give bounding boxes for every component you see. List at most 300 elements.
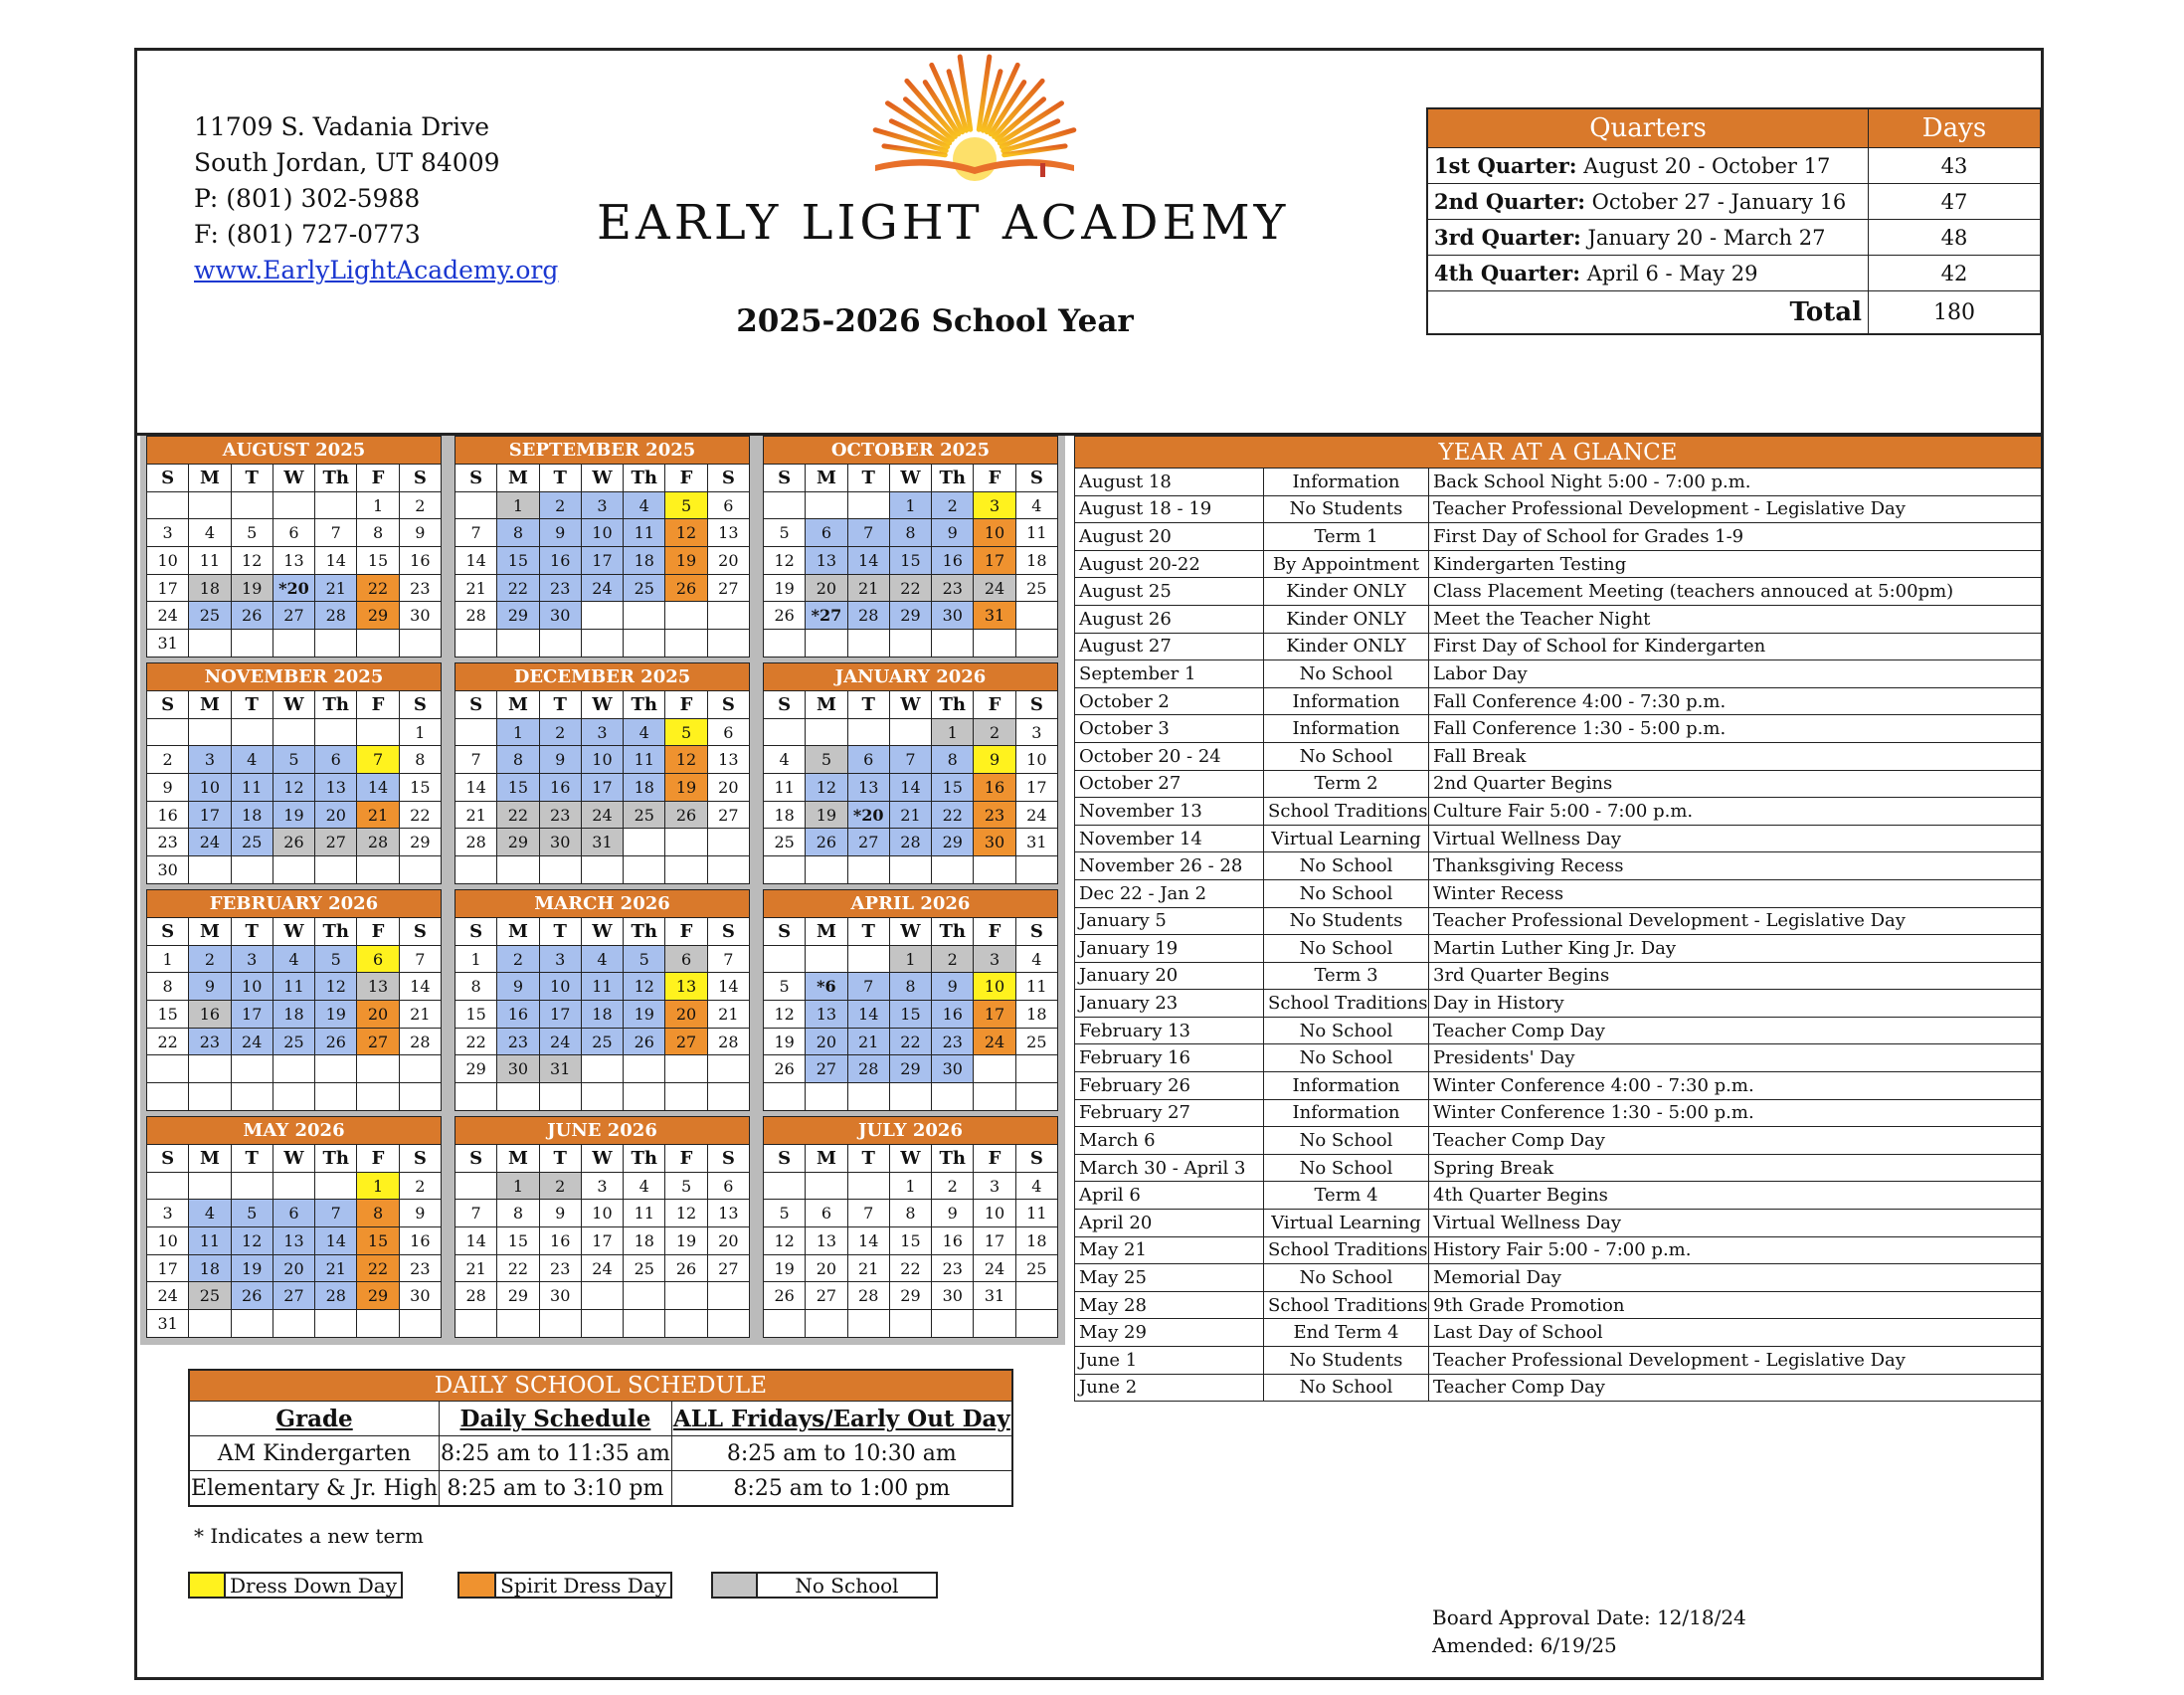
month-calendar <box>763 662 1058 884</box>
calendar-day <box>455 1083 497 1111</box>
calendar-day: 14 <box>707 973 749 1001</box>
calendar-day: 14 <box>399 973 441 1001</box>
event-type: No School <box>1264 935 1429 963</box>
weekday-header: S <box>1015 1145 1057 1173</box>
event-row <box>1075 1319 2042 1347</box>
event-type: No Students <box>1264 495 1429 523</box>
calendar-day: 28 <box>315 1282 357 1310</box>
event-description: Memorial Day <box>1429 1264 2042 1292</box>
calendar-day <box>847 1310 889 1338</box>
event-date: October 27 <box>1075 770 1264 798</box>
calendar-day <box>764 856 806 884</box>
website-link[interactable]: www.EarlyLightAcademy.org <box>194 256 559 284</box>
calendar-day: 15 <box>889 547 931 575</box>
calendar-day <box>974 856 1015 884</box>
event-description: Winter Recess <box>1429 879 2042 907</box>
calendar-day <box>581 1282 623 1310</box>
month-title: OCTOBER 2025 <box>764 437 1058 465</box>
calendar-week <box>455 1083 750 1111</box>
event-row <box>1075 495 2042 523</box>
calendar-day: 2 <box>399 491 441 519</box>
calendar-day <box>1015 630 1057 658</box>
calendar-day: 22 <box>889 574 931 602</box>
calendar-day: 31 <box>1015 829 1057 856</box>
calendar-day <box>189 718 231 746</box>
calendar-day: 27 <box>707 574 749 602</box>
calendar-day: 17 <box>581 1227 623 1255</box>
calendar-day: 5 <box>273 746 314 774</box>
calendar-day: 27 <box>315 829 357 856</box>
calendar-day: *27 <box>806 602 847 630</box>
weekday-header: S <box>1015 691 1057 719</box>
calendar-day: 23 <box>399 1254 441 1282</box>
calendar-day: 19 <box>315 1001 357 1029</box>
calendar-day: 15 <box>357 547 399 575</box>
calendar-day: 2 <box>189 945 231 973</box>
event-type: No School <box>1264 1154 1429 1182</box>
calendar-day <box>497 856 539 884</box>
calendar-day: 28 <box>455 1282 497 1310</box>
amended-date: Amended: 6/19/25 <box>1432 1633 1617 1657</box>
weekday-header: W <box>581 691 623 719</box>
city-state-zip: South Jordan, UT 84009 <box>194 148 500 177</box>
event-description: Presidents' Day <box>1429 1044 2042 1072</box>
daily-schedule-table <box>188 1369 1013 1507</box>
calendar-day: 12 <box>764 1001 806 1029</box>
calendar-day <box>624 1083 665 1111</box>
calendar-day: 4 <box>1015 491 1057 519</box>
weekday-header: W <box>273 918 314 946</box>
month-title: SEPTEMBER 2025 <box>455 437 750 465</box>
weekday-header: S <box>707 918 749 946</box>
calendar-day: 31 <box>974 602 1015 630</box>
calendar-day: 12 <box>665 746 707 774</box>
calendar-day: 4 <box>1015 945 1057 973</box>
calendar-day: 12 <box>315 973 357 1001</box>
calendar-day: 8 <box>497 746 539 774</box>
calendar-day <box>889 1310 931 1338</box>
event-description: 3rd Quarter Begins <box>1429 962 2042 990</box>
calendar-day: 19 <box>806 801 847 829</box>
calendar-day <box>707 1282 749 1310</box>
calendar-day <box>889 630 931 658</box>
weekday-header: F <box>665 691 707 719</box>
calendar-week <box>455 574 750 602</box>
month-title: AUGUST 2025 <box>147 437 442 465</box>
calendar-week <box>764 547 1058 575</box>
calendar-day: 13 <box>315 774 357 802</box>
calendar-day: 25 <box>231 829 273 856</box>
calendar-day <box>806 1172 847 1200</box>
event-row <box>1075 907 2042 935</box>
calendar-day: 29 <box>497 829 539 856</box>
event-row <box>1075 1264 2042 1292</box>
weekday-header: W <box>581 465 623 492</box>
weekday-header: W <box>889 465 931 492</box>
calendar-day: 31 <box>147 1310 189 1338</box>
calendar-day: 21 <box>399 1001 441 1029</box>
calendar-day: 27 <box>273 602 314 630</box>
calendar-day: 18 <box>764 801 806 829</box>
calendar-week <box>147 547 442 575</box>
calendar-day: 4 <box>273 945 314 973</box>
calendar-week <box>147 1055 442 1083</box>
event-date: May 28 <box>1075 1291 1264 1319</box>
calendar-day <box>707 630 749 658</box>
calendar-day: 13 <box>707 746 749 774</box>
calendar-day: 1 <box>497 1172 539 1200</box>
event-description: Teacher Professional Development - Legislative Day <box>1429 495 2042 523</box>
weekday-header: M <box>806 691 847 719</box>
calendar-day <box>231 718 273 746</box>
calendar-week <box>147 519 442 547</box>
event-description: Spring Break <box>1429 1154 2042 1182</box>
calendar-day: 8 <box>889 519 931 547</box>
event-type: Information <box>1264 1072 1429 1100</box>
calendar-day <box>974 1055 1015 1083</box>
event-row <box>1075 742 2042 770</box>
event-type: Term 1 <box>1264 523 1429 551</box>
calendar-day: 17 <box>147 574 189 602</box>
calendar-day <box>315 1083 357 1111</box>
calendar-day <box>764 718 806 746</box>
calendar-day: 4 <box>581 945 623 973</box>
calendar-day: 6 <box>357 945 399 973</box>
calendar-day: 22 <box>399 801 441 829</box>
calendar-day: 5 <box>806 746 847 774</box>
event-row <box>1075 660 2042 688</box>
calendar-day <box>273 718 314 746</box>
event-date: April 20 <box>1075 1210 1264 1237</box>
calendar-day: 23 <box>974 801 1015 829</box>
calendar-day: 23 <box>932 1028 974 1055</box>
calendar-day: 9 <box>189 973 231 1001</box>
weekday-header: F <box>357 691 399 719</box>
calendar-day <box>707 829 749 856</box>
weekday-header: T <box>231 1145 273 1173</box>
calendar-week <box>764 718 1058 746</box>
calendar-week <box>764 519 1058 547</box>
calendar-day: 30 <box>539 829 581 856</box>
calendar-day <box>624 1310 665 1338</box>
calendar-day <box>665 1083 707 1111</box>
calendar-day <box>273 630 314 658</box>
event-type: Virtual Learning <box>1264 825 1429 852</box>
calendar-day <box>665 1282 707 1310</box>
calendar-day: 24 <box>974 1254 1015 1282</box>
calendar-week <box>764 774 1058 802</box>
calendar-day <box>764 1172 806 1200</box>
calendar-day: 17 <box>189 801 231 829</box>
calendar-day: 11 <box>624 1200 665 1227</box>
year-at-a-glance-title: YEAR AT A GLANCE <box>1075 437 2042 469</box>
calendar-day <box>315 491 357 519</box>
calendar-day: 26 <box>764 1282 806 1310</box>
event-description: Teacher Professional Development - Legislative Day <box>1429 907 2042 935</box>
calendar-day: 28 <box>847 602 889 630</box>
calendar-day <box>315 718 357 746</box>
calendar-day: 20 <box>707 1227 749 1255</box>
calendar-day: 20 <box>665 1001 707 1029</box>
calendar-day <box>455 856 497 884</box>
calendar-day: 16 <box>539 1227 581 1255</box>
calendar-day: 16 <box>932 1001 974 1029</box>
calendar-week <box>455 630 750 658</box>
calendar-day: 12 <box>273 774 314 802</box>
weekday-header: Th <box>624 1145 665 1173</box>
calendar-day: 22 <box>497 1254 539 1282</box>
weekday-header: T <box>847 691 889 719</box>
weekday-header: F <box>974 918 1015 946</box>
weekday-header: S <box>707 465 749 492</box>
calendar-day: 20 <box>707 547 749 575</box>
calendar-day: 9 <box>539 1200 581 1227</box>
event-date: Dec 22 - Jan 2 <box>1075 879 1264 907</box>
event-date: June 1 <box>1075 1347 1264 1375</box>
calendar-day <box>806 1083 847 1111</box>
calendar-day: 14 <box>455 1227 497 1255</box>
weekday-header: W <box>889 918 931 946</box>
calendar-day: 15 <box>889 1001 931 1029</box>
calendar-week <box>764 1282 1058 1310</box>
event-type: Information <box>1264 1099 1429 1127</box>
event-type: Information <box>1264 469 1429 496</box>
calendar-day: 12 <box>231 547 273 575</box>
calendar-day: 16 <box>189 1001 231 1029</box>
calendar-day <box>764 1083 806 1111</box>
event-row <box>1075 935 2042 963</box>
spirit-dress-swatch <box>459 1574 496 1597</box>
event-type: No School <box>1264 1374 1429 1402</box>
calendar-day <box>189 856 231 884</box>
calendar-day <box>315 1055 357 1083</box>
calendar-day: 23 <box>189 1028 231 1055</box>
calendar-day: 16 <box>539 774 581 802</box>
days-header: Days <box>1869 108 2042 148</box>
calendar-day <box>665 1055 707 1083</box>
calendar-day: 7 <box>455 519 497 547</box>
event-row <box>1075 825 2042 852</box>
weekday-header: T <box>539 1145 581 1173</box>
calendar-day: 17 <box>581 774 623 802</box>
weekday-header: S <box>707 1145 749 1173</box>
calendar-week <box>455 718 750 746</box>
month-title: JUNE 2026 <box>455 1117 750 1145</box>
weekday-header: T <box>847 465 889 492</box>
quarters-header: Quarters <box>1427 108 1869 148</box>
calendar-day: 6 <box>315 746 357 774</box>
weekday-header: Th <box>932 1145 974 1173</box>
weekday-header: Th <box>315 691 357 719</box>
event-description: Virtual Wellness Day <box>1429 825 2042 852</box>
calendar-day: 18 <box>624 1227 665 1255</box>
weekday-header: T <box>847 1145 889 1173</box>
calendar-week <box>764 630 1058 658</box>
calendar-day: 8 <box>357 1200 399 1227</box>
event-type: Term 3 <box>1264 962 1429 990</box>
calendar-day: 8 <box>399 746 441 774</box>
weekday-header: F <box>665 918 707 946</box>
calendar-day: 29 <box>889 602 931 630</box>
calendar-day: 5 <box>315 945 357 973</box>
calendar-day: 22 <box>357 574 399 602</box>
weekday-header: M <box>497 465 539 492</box>
calendar-day: 13 <box>707 519 749 547</box>
weekday-header: T <box>231 465 273 492</box>
calendar-day: 10 <box>231 973 273 1001</box>
calendar-day: 1 <box>889 1172 931 1200</box>
calendar-day <box>665 829 707 856</box>
calendar-day: 18 <box>1015 1001 1057 1029</box>
calendar-day: 15 <box>455 1001 497 1029</box>
event-row <box>1075 687 2042 715</box>
calendar-day: 16 <box>932 1227 974 1255</box>
calendar-day: 1 <box>147 945 189 973</box>
weekday-header: W <box>273 1145 314 1173</box>
calendar-day: 9 <box>974 746 1015 774</box>
event-row <box>1075 1099 2042 1127</box>
event-date: November 14 <box>1075 825 1264 852</box>
school-year-title: 2025-2026 School Year <box>736 303 1134 339</box>
weekday-header: M <box>806 1145 847 1173</box>
calendar-day <box>847 856 889 884</box>
calendar-day: 29 <box>932 829 974 856</box>
no-school-swatch <box>713 1574 758 1597</box>
calendar-week <box>764 1028 1058 1055</box>
calendar-day: 20 <box>273 1254 314 1282</box>
calendar-day <box>399 630 441 658</box>
month-title: FEBRUARY 2026 <box>147 890 442 918</box>
calendar-day: 4 <box>624 1172 665 1200</box>
weekday-header: F <box>357 918 399 946</box>
weekday-header: S <box>455 465 497 492</box>
calendar-day <box>189 491 231 519</box>
calendar-day: 26 <box>665 1254 707 1282</box>
calendar-day: 10 <box>974 519 1015 547</box>
calendar-day: 23 <box>539 801 581 829</box>
calendar-week <box>455 856 750 884</box>
event-row <box>1075 798 2042 826</box>
calendar-day <box>806 856 847 884</box>
calendar-day: 21 <box>847 574 889 602</box>
event-description: Culture Fair 5:00 - 7:00 p.m. <box>1429 798 2042 826</box>
calendar-week <box>147 1310 442 1338</box>
calendar-day: 21 <box>357 801 399 829</box>
calendar-day <box>847 1083 889 1111</box>
calendar-week <box>147 1172 442 1200</box>
calendar-day: 8 <box>932 746 974 774</box>
calendar-day <box>707 1310 749 1338</box>
weekday-header: T <box>231 918 273 946</box>
month-calendar <box>455 889 750 1111</box>
calendar-day: 22 <box>147 1028 189 1055</box>
calendar-week <box>455 519 750 547</box>
calendar-day: 4 <box>764 746 806 774</box>
calendar-day <box>764 945 806 973</box>
calendar-day: 17 <box>581 547 623 575</box>
calendar-day: 20 <box>806 1254 847 1282</box>
calendar-week <box>764 1227 1058 1255</box>
event-type: Kinder ONLY <box>1264 605 1429 633</box>
calendar-day: 15 <box>889 1227 931 1255</box>
event-row <box>1075 1154 2042 1182</box>
weekday-header: F <box>357 1145 399 1173</box>
weekday-header: F <box>665 1145 707 1173</box>
year-at-a-glance-table <box>1074 436 2042 1402</box>
calendar-day: 21 <box>455 574 497 602</box>
calendar-day <box>357 630 399 658</box>
calendar-day: 20 <box>707 774 749 802</box>
event-row <box>1075 1291 2042 1319</box>
calendar-day <box>665 630 707 658</box>
event-row <box>1075 523 2042 551</box>
calendar-day <box>847 630 889 658</box>
event-date: February 13 <box>1075 1017 1264 1044</box>
calendar-day: 6 <box>707 1172 749 1200</box>
calendar-day: 2 <box>932 491 974 519</box>
calendar-day: 30 <box>932 602 974 630</box>
event-date: October 20 - 24 <box>1075 742 1264 770</box>
calendar-day <box>847 718 889 746</box>
calendar-day <box>932 1083 974 1111</box>
calendar-day: 23 <box>932 574 974 602</box>
calendar-day: 19 <box>764 1028 806 1055</box>
calendar-day <box>231 491 273 519</box>
event-row <box>1075 550 2042 578</box>
calendar-week <box>147 801 442 829</box>
calendar-day: 28 <box>315 602 357 630</box>
calendar-week <box>147 1254 442 1282</box>
calendar-day: 4 <box>1015 1172 1057 1200</box>
calendar-day: 7 <box>455 746 497 774</box>
calendar-day: 4 <box>231 746 273 774</box>
event-date: September 1 <box>1075 660 1264 688</box>
calendar-day: 18 <box>581 1001 623 1029</box>
calendar-day: 1 <box>889 945 931 973</box>
calendar-day <box>581 856 623 884</box>
calendar-day: 10 <box>581 519 623 547</box>
calendar-day: 5 <box>231 1200 273 1227</box>
calendar-day: 26 <box>315 1028 357 1055</box>
calendar-day <box>273 1055 314 1083</box>
calendar-day <box>497 1083 539 1111</box>
month-calendar <box>146 889 442 1111</box>
calendar-day: 24 <box>974 1028 1015 1055</box>
calendar-week <box>455 1055 750 1083</box>
event-row <box>1075 1127 2042 1155</box>
calendar-day: 21 <box>847 1028 889 1055</box>
calendar-week <box>764 602 1058 630</box>
event-description: Fall Conference 1:30 - 5:00 p.m. <box>1429 715 2042 743</box>
calendar-week <box>455 829 750 856</box>
calendar-week <box>455 1254 750 1282</box>
calendar-day: 9 <box>147 774 189 802</box>
calendar-day <box>974 1310 1015 1338</box>
calendar-day: 30 <box>932 1282 974 1310</box>
weekday-header: Th <box>624 918 665 946</box>
calendar-day: 14 <box>455 547 497 575</box>
calendar-day: 30 <box>497 1055 539 1083</box>
calendar-day: 12 <box>624 973 665 1001</box>
calendar-day: 3 <box>539 945 581 973</box>
event-row <box>1075 1017 2042 1044</box>
calendar-day: 5 <box>231 519 273 547</box>
calendar-day: 9 <box>932 1200 974 1227</box>
weekday-header: S <box>764 691 806 719</box>
calendar-week <box>147 973 442 1001</box>
calendar-day: 18 <box>1015 1227 1057 1255</box>
calendar-week <box>764 945 1058 973</box>
